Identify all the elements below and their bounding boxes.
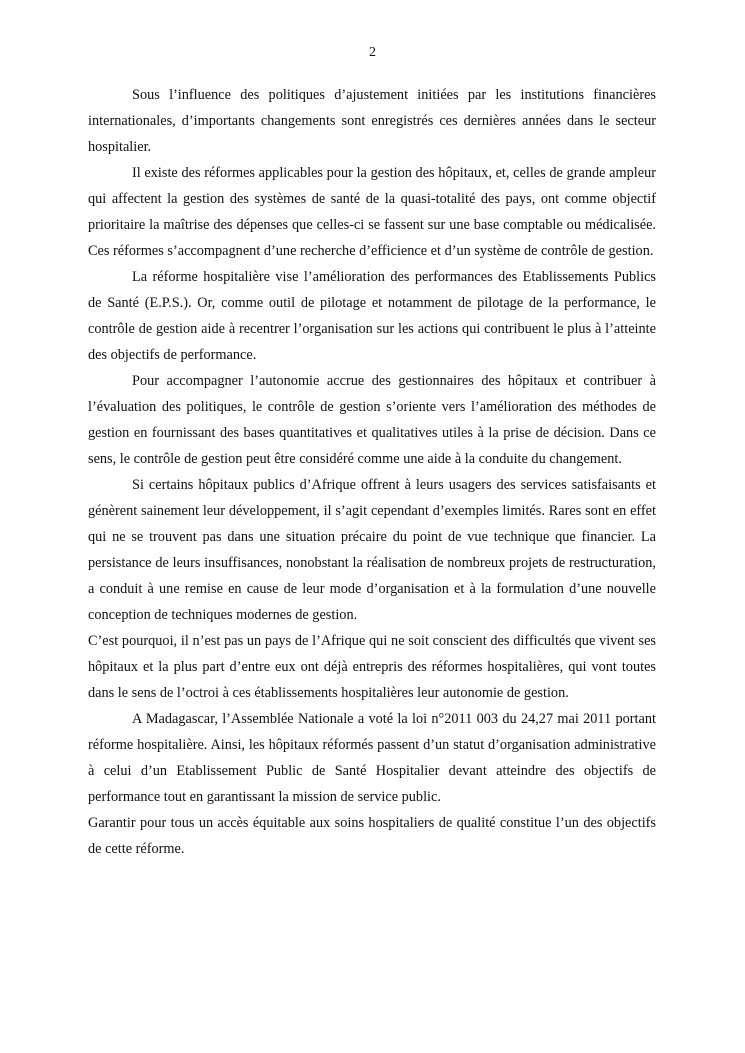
paragraph-2: Il existe des réformes applicables pour la gestion des hôpitaux, et, celles de grande ampleur qui affectent la gestion des systèmes de santé de la quasi-totalité des pays, ont comme objectif prioritaire la maîtrise des dépenses que celles-ci se fassent sur une base comptable ou médicalisée. Ces réformes s’accompagnent d’une recherche d’efficience et d’un système de contrôle de gestion. — [88, 165, 656, 259]
page-number: 2 — [369, 45, 376, 60]
paragraph-4: Pour accompagner l’autonomie accrue des gestionnaires des hôpitaux et contribuer à l’évaluation des politiques, le contrôle de gestion s’oriente vers l’amélioration des méthodes de gestion en fournissant des bases quantitatives et qualitatives utiles à la prise de décision. Dans ce sens, le contrôle de gestion peut être considéré comme une aide à la conduite du changement. — [88, 373, 656, 467]
paragraph-7: A Madagascar, l’Assemblée Nationale a voté la loi n°2011 003 du 24,27 mai 2011 portant réforme hospitalière. Ainsi, les hôpitaux réformés passent d’un statut d’organisation administrative à celui d’un Etablissement Public de Santé Hospitalier devant atteindre des objectifs de performance tout en garantissant la mission de service public. — [88, 711, 656, 805]
paragraph-5: Si certains hôpitaux publics d’Afrique offrent à leurs usagers des services satisfaisants et génèrent sainement leur développement, il s’agit cependant d’exemples limités. Rares sont en effet qui ne se trouvent pas dans une situation précaire du point de vue technique que financier. La persistance de leurs insuffisances, nonobstant la réalisation de nombreux projets de restructuration, a conduit à une remise en cause de leur mode d’organisation et à la formulation d’une nouvelle conception de techniques modernes de gestion. — [88, 477, 656, 623]
paragraph-8: Garantir pour tous un accès équitable aux soins hospitaliers de qualité constitue l’un des objectifs de cette réforme. — [88, 815, 656, 857]
paragraph-1: Sous l’influence des politiques d’ajustement initiées par les institutions financières internationales, d’importants changements sont enregistrés ces dernières années dans le secteur hospitalier. — [88, 87, 656, 155]
paragraph-6: C’est pourquoi, il n’est pas un pays de l’Afrique qui ne soit conscient des difficultés que vivent ses hôpitaux et la plus part d’entre eux ont déjà entrepris des réformes hospitalières, qui vont toutes dans le sens de l’octroi à ces établissements hospitalières leur autonomie de gestion. — [88, 633, 656, 701]
document-body — [88, 82, 656, 862]
paragraph-3: La réforme hospitalière vise l’amélioration des performances des Etablissements Publics de Santé (E.P.S.). Or, comme outil de pilotage et notamment de pilotage de la performance, le contrôle de gestion aide à recentrer l’organisation sur les actions qui contribuent le plus à l’atteinte des objectifs de performance. — [88, 269, 656, 363]
